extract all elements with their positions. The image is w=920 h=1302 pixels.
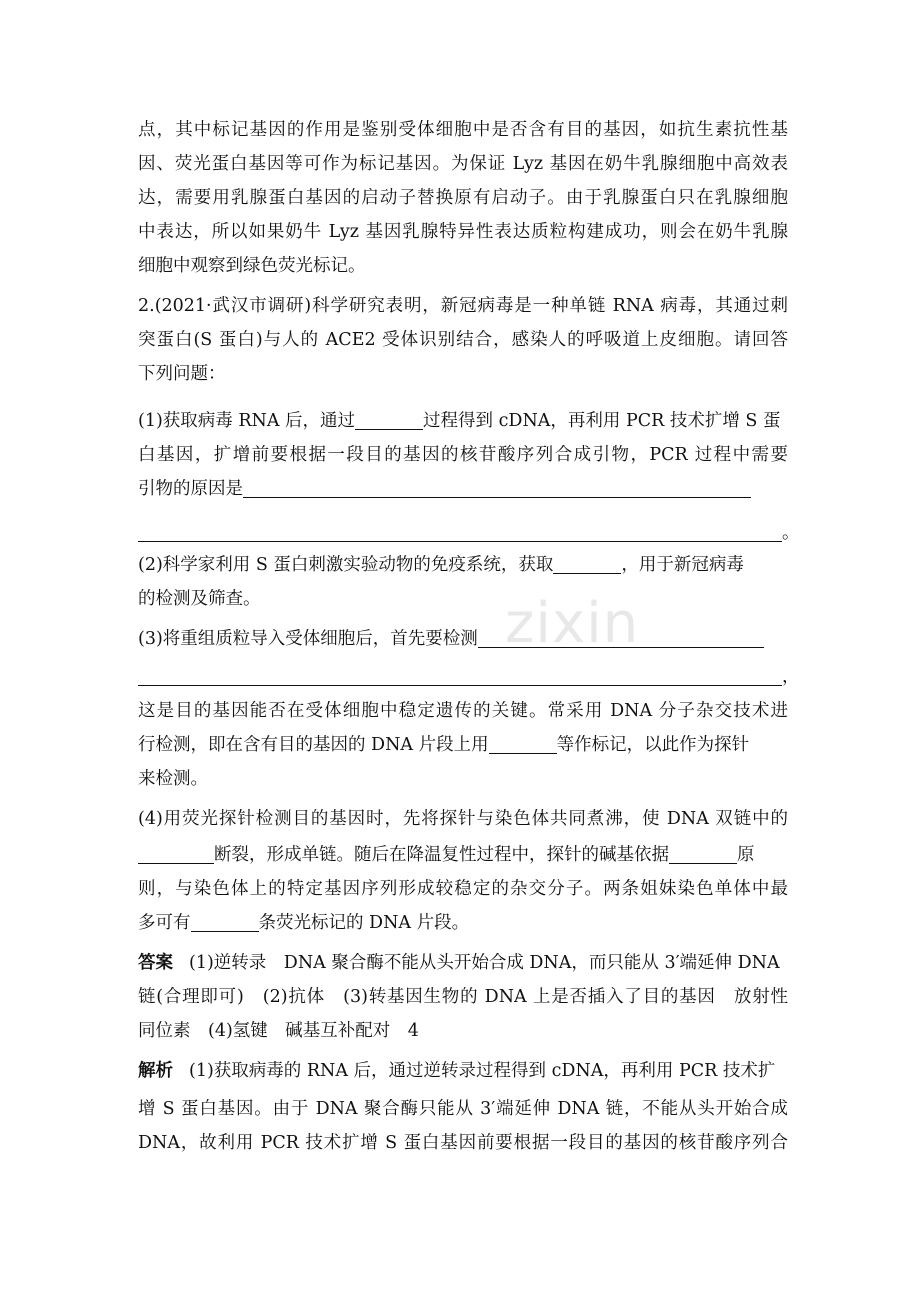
part4-text-c: 多可有 xyxy=(138,913,191,933)
part2-text-b: ，用于新冠病毒 xyxy=(621,555,744,575)
part1-line-1 xyxy=(138,404,788,438)
part1-text-b: 过程得到 cDNA，再利用 PCR 技术扩增 S 蛋 xyxy=(423,411,781,431)
blank-8[interactable] xyxy=(191,909,259,932)
analysis-text-1: (1)获取病毒的 RNA 后，通过逆转录过程得到 cDNA，再利用 PCR 技术扩 xyxy=(189,1061,776,1081)
part2-line-2: 的检测及筛查。 xyxy=(138,589,261,609)
part3-end: ， xyxy=(782,667,800,687)
blank-2-continued[interactable] xyxy=(138,519,782,542)
part1-line-3 xyxy=(138,472,788,506)
part2-text-a: (2)科学家利用 S 蛋白刺激实验动物的免疫系统，获取 xyxy=(138,555,554,575)
part3-text-a: (3)将重组质粒导入受体细胞后，首先要检测 xyxy=(138,629,478,649)
analysis-line-3: DNA，故利用 PCR 技术扩增 S 蛋白基因前要根据一段目的基因的核苷酸序列合 xyxy=(138,1133,788,1153)
blank-2[interactable] xyxy=(243,475,751,498)
intro-line-1: 点，其中标记基因的作用是鉴别受体细胞中是否含有目的基因，如抗生素抗性基 xyxy=(138,120,788,140)
part3-line-2 xyxy=(138,660,800,694)
intro-line-4: 中表达，所以如果奶牛 Lyz 基因乳腺特异性表达质粒构建成功，则会在奶牛乳腺 xyxy=(138,222,788,242)
blank-3[interactable] xyxy=(553,551,621,574)
part1-text-c: 引物的原因是 xyxy=(138,479,243,499)
analysis-label: 解析 xyxy=(138,1061,173,1081)
part3-text-c: 等作标记，以此作为探针 xyxy=(556,735,750,755)
question-line-1: 2.(2021·武汉市调研)科学研究表明，新冠病毒是一种单链 RNA 病毒，其通过刺 xyxy=(138,296,788,316)
analysis-line-2: 增 S 蛋白基因。由于 DNA 聚合酶只能从 3′端延伸 DNA 链，不能从头开始合成 xyxy=(138,1099,788,1119)
part2-line-1 xyxy=(138,548,788,582)
part4-line-2 xyxy=(138,838,788,872)
blank-4-continued[interactable] xyxy=(138,663,782,686)
analysis-line-1 xyxy=(138,1054,788,1088)
part1-end: 。 xyxy=(782,523,800,543)
part1-line-4 xyxy=(138,516,800,550)
part4-text-d: 条荧光标记的 DNA 片段。 xyxy=(258,913,470,933)
answer-line-3: 同位素 (4)氢键 碱基互补配对 4 xyxy=(138,1021,419,1041)
part4-text-b: 原 xyxy=(737,845,755,865)
question-line-2: 突蛋白(S 蛋白)与人的 ACE2 受体识别结合，感染人的呼吸道上皮细胞。请回答 xyxy=(138,330,788,350)
part3-line-5: 来检测。 xyxy=(138,769,208,789)
blank-7[interactable] xyxy=(669,841,737,864)
blank-5[interactable] xyxy=(489,731,557,754)
part1-line-2: 白基因，扩增前要根据一段目的基因的核苷酸序列合成引物，PCR 过程中需要 xyxy=(138,445,788,465)
part3-text-b: 行检测，即在含有目的基因的 DNA 片段上用 xyxy=(138,735,489,755)
part3-line-4 xyxy=(138,728,788,762)
blank-1[interactable] xyxy=(355,407,423,430)
answer-text-1: (1)逆转录 DNA 聚合酶不能从头开始合成 DNA，而只能从 3′端延伸 DNA xyxy=(189,953,780,973)
answer-line-1 xyxy=(138,946,788,980)
part4-line-4 xyxy=(138,906,788,940)
answer-line-2: 链(合理即可) (2)抗体 (3)转基因生物的 DNA 上是否插入了目的基因 放射性 xyxy=(138,987,788,1007)
part1-text-a: (1)获取病毒 RNA 后，通过 xyxy=(138,411,356,431)
watermark: zixin xyxy=(505,591,640,656)
intro-line-5: 细胞中观察到绿色荧光标记。 xyxy=(138,256,366,276)
blank-6[interactable] xyxy=(138,841,214,864)
part3-line-1 xyxy=(138,622,788,656)
question-line-3: 下列问题： xyxy=(138,364,226,384)
intro-line-2: 因、荧光蛋白基因等可作为标记基因。为保证 Lyz 基因在奶牛乳腺细胞中高效表 xyxy=(138,154,788,174)
part4-line-3: 则，与染色体上的特定基因序列形成较稳定的杂交分子。两条姐妹染色单体中最 xyxy=(138,879,788,899)
part4-line-1: (4)用荧光探针检测目的基因时，先将探针与染色体共同煮沸，使 DNA 双链中的 xyxy=(138,809,788,829)
part3-line-3: 这是目的基因能否在受体细胞中稳定遗传的关键。常采用 DNA 分子杂交技术进 xyxy=(138,701,788,721)
intro-line-3: 达，需要用乳腺蛋白基因的启动子替换原有启动子。由于乳腺蛋白只在乳腺细胞 xyxy=(138,188,788,208)
blank-4[interactable] xyxy=(478,625,764,648)
part4-text-a: 断裂，形成单链。随后在降温复性过程中，探针的碱基依据 xyxy=(214,845,669,865)
answer-label: 答案 xyxy=(138,953,173,973)
